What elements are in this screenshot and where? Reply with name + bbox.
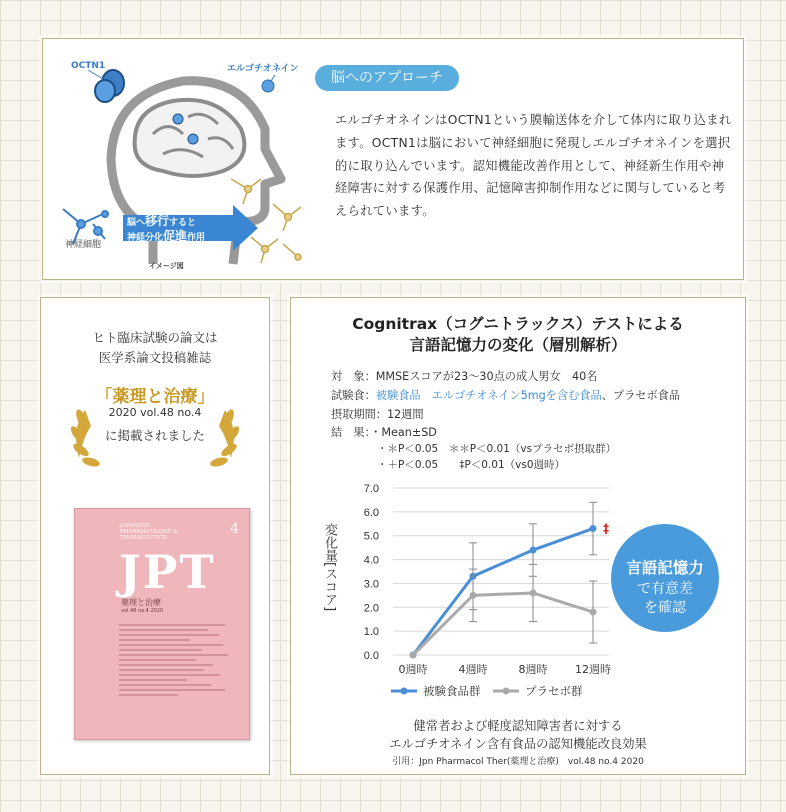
ergothioneine-molecule-icon	[262, 80, 274, 92]
image-note: イメージ図	[149, 262, 184, 270]
cover-title: 薬理と治療	[121, 598, 161, 607]
data-point	[530, 589, 537, 596]
legend-label: プラセボ群	[525, 684, 583, 698]
study-results: 結 果：・Mean±SD	[331, 426, 437, 439]
brain-approach-card	[42, 38, 744, 280]
result-badge	[611, 524, 719, 632]
study-subjects: 対 象：MMSEスコアが23〜30点の成人男女 40名	[331, 370, 598, 383]
y-tick-label: 5.0	[363, 530, 379, 543]
caption-line2: エルゴチオネイン含有食品の認知機能改良効果	[389, 737, 647, 751]
data-point	[590, 609, 597, 616]
cover-contents-lines	[119, 621, 237, 699]
y-tick-label: 6.0	[363, 506, 379, 519]
study-period: 摂取期間：12週間	[331, 408, 424, 421]
x-tick-label: 12週時	[575, 663, 611, 676]
y-tick-label: 2.0	[363, 602, 379, 615]
significance-marker: ‡	[603, 521, 609, 536]
citation: 引用：Jpn Pharmacol Ther(薬理と治療) vol.48 no.4 2020	[392, 757, 644, 767]
y-axis-label: 変化量[スコア]	[322, 523, 337, 612]
publication-line1: ヒト臨床試験の論文は	[92, 330, 218, 345]
cover-number: 4	[230, 521, 239, 537]
chart-title-line2: 言語記憶力の変化（層別解析）	[409, 336, 627, 354]
legend-marker	[503, 688, 510, 695]
approach-heading: 脳へのアプローチ	[315, 65, 459, 91]
y-tick-label: 1.0	[363, 626, 379, 639]
arrow-text-line1: 脳へ移行すると	[127, 214, 197, 228]
significance-note-1: ・＊P＜0.05 ＊＊P＜0.01（vsプラセボ摂取群）	[377, 443, 617, 455]
journal-cover-image	[74, 508, 250, 740]
cover-logo: JPT	[119, 545, 216, 599]
data-point	[530, 547, 537, 554]
data-point	[410, 652, 417, 659]
series-line	[413, 529, 593, 655]
ergothioneine-label: エルゴチオネイン	[227, 64, 299, 74]
y-tick-label: 0.0	[363, 650, 379, 662]
y-tick-label: 7.0	[363, 483, 379, 495]
caption-line1: 健常者および軽度認知障害者に対する	[413, 719, 623, 733]
legend-marker	[401, 688, 408, 695]
chart-title-line1: Cognitrax（コグニトラックス）テストによる	[352, 315, 684, 333]
x-tick-label: 8週時	[518, 663, 548, 676]
publication-card	[40, 297, 270, 775]
brain-illustration	[43, 39, 313, 279]
neuron-label: 神経細胞	[65, 240, 102, 250]
badge-line2: で有意差	[637, 581, 693, 597]
legend-label: 被験食品群	[423, 684, 481, 698]
approach-body-text: エルゴチオネインはOCTN1という膜輸送体を介して体内に取り込まれます。OCTN1は脳において神経細胞に発現しエルゴチオネインを選択的に取り込んでいます。認知機能改善作用として、神経新生作用や神経障害に対する保護作用、記憶障害抑制作用などに関与していると考えられています。	[335, 113, 732, 219]
data-point	[470, 592, 477, 599]
x-tick-label: 0週時	[398, 663, 428, 676]
study-food: 試験食：被験食品 エルゴチオネイン5mgを含む食品、プラセボ食品	[331, 389, 681, 402]
y-tick-label: 4.0	[363, 554, 379, 567]
journal-name: 「薬理と治療」	[95, 387, 215, 407]
x-tick-label: 4週時	[458, 663, 488, 676]
badge-line1: 言語記憶力	[626, 559, 704, 577]
publication-line2: 医学系論文投稿雑誌	[98, 350, 212, 365]
badge-line3: を確認	[644, 600, 686, 616]
octn1-label: OCTN1	[71, 61, 106, 71]
cover-series: JAPANESE PHARMACOLOGY & THERAPEUTICS	[120, 523, 178, 541]
y-tick-label: 3.0	[363, 578, 379, 591]
series-line	[413, 593, 593, 655]
significance-note-2: ・＋P＜0.05 ‡P＜0.01（vs0週時）	[377, 459, 566, 471]
arrow-text-line2: 神経分化促進作用	[127, 229, 206, 243]
journal-volume: 2020 vol.48 no.4	[108, 406, 202, 419]
octn1-transporter-icon	[95, 70, 124, 102]
cover-volume: vol.48 no.4 2020	[121, 608, 164, 614]
study-card	[290, 297, 746, 775]
publication-line3: に掲載されました	[104, 428, 205, 443]
data-point	[590, 525, 597, 532]
